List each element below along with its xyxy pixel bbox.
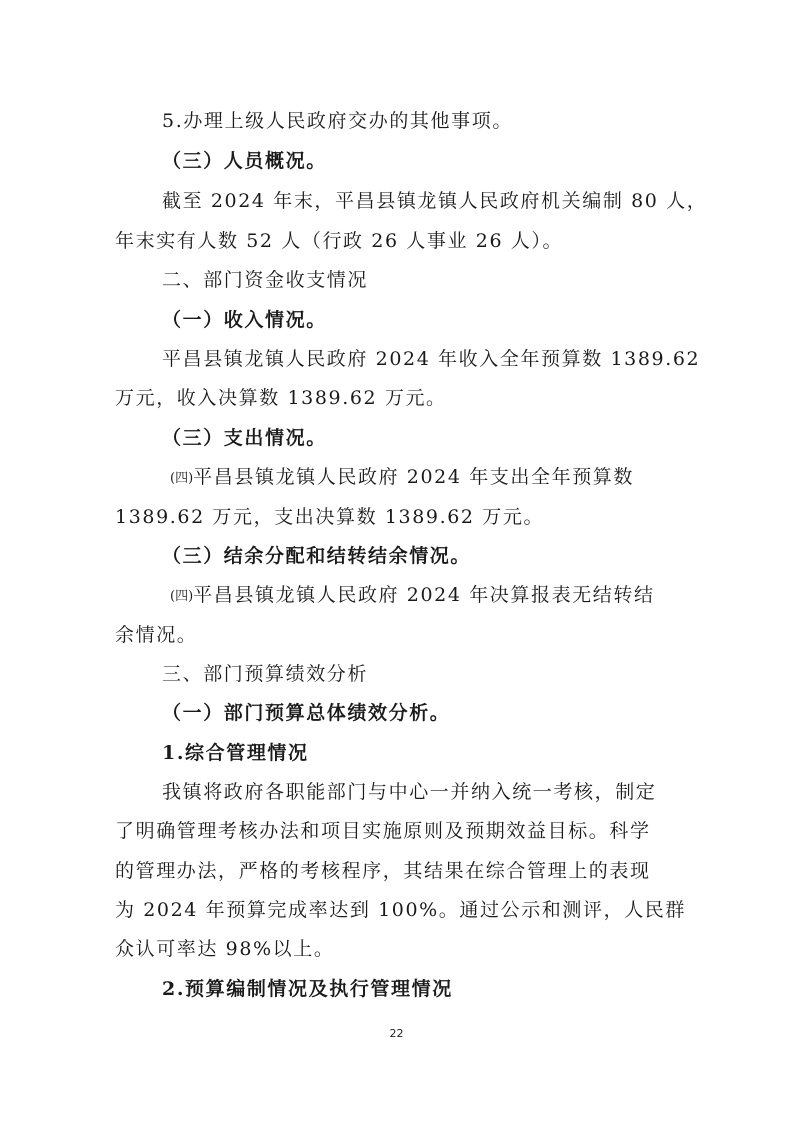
- paragraph-line: 平昌县镇龙镇人民政府 2024 年收入全年预算数 1389.62: [162, 348, 701, 370]
- paragraph-tag: (四): [170, 589, 194, 604]
- section-heading: （三）结余分配和结转结余情况。: [162, 545, 472, 567]
- subsection-heading: 1.综合管理情况: [162, 742, 309, 764]
- paragraph-line: 截至 2024 年末，平昌县镇龙镇人民政府机关编制 80 人，: [162, 190, 708, 212]
- section-heading: （一）部门预算总体绩效分析。: [162, 702, 451, 724]
- paragraph-line: 我镇将政府各职能部门与中心一并纳入统一考核，制定: [162, 781, 657, 803]
- paragraph-line: 众认可率达 98%以上。: [115, 938, 335, 960]
- subsection-heading: 2.预算编制情况及执行管理情况: [162, 978, 453, 1000]
- paragraph-tag: (四): [170, 471, 194, 486]
- paragraph-line: 的管理办法，严格的考核程序，其结果在综合管理上的表现: [115, 860, 651, 882]
- paragraph-text: 平昌县镇龙镇人民政府 2024 年支出全年预算数: [193, 466, 634, 488]
- chapter-heading: 二、部门资金收支情况: [162, 269, 369, 291]
- paragraph-line: 5.办理上级人民政府交办的其他事项。: [162, 110, 513, 132]
- section-heading: （三）支出情况。: [162, 427, 327, 449]
- paragraph-line: 为 2024 年预算完成率达到 100%。通过公示和测评，人民群: [115, 899, 686, 921]
- paragraph-line: 年末实有人数 52 人（行政 26 人事业 26 人）。: [115, 230, 564, 252]
- paragraph-line: 1389.62 万元，支出决算数 1389.62 万元。: [115, 506, 545, 528]
- paragraph-line: [170, 583, 730, 609]
- section-heading: （三）人员概况。: [162, 150, 327, 172]
- paragraph-line: 了明确管理考核办法和项目实施原则及预期效益目标。科学: [115, 820, 651, 842]
- page-number: 22: [389, 1027, 404, 1040]
- chapter-heading: 三、部门预算绩效分析: [162, 663, 369, 685]
- paragraph-text: 平昌县镇龙镇人民政府 2024 年决算报表无结转结: [193, 584, 655, 606]
- section-heading: （一）收入情况。: [162, 309, 327, 331]
- paragraph-line: 余情况。: [115, 624, 198, 646]
- paragraph-line: 万元，收入决算数 1389.62 万元。: [115, 387, 447, 409]
- paragraph-line: [170, 465, 730, 491]
